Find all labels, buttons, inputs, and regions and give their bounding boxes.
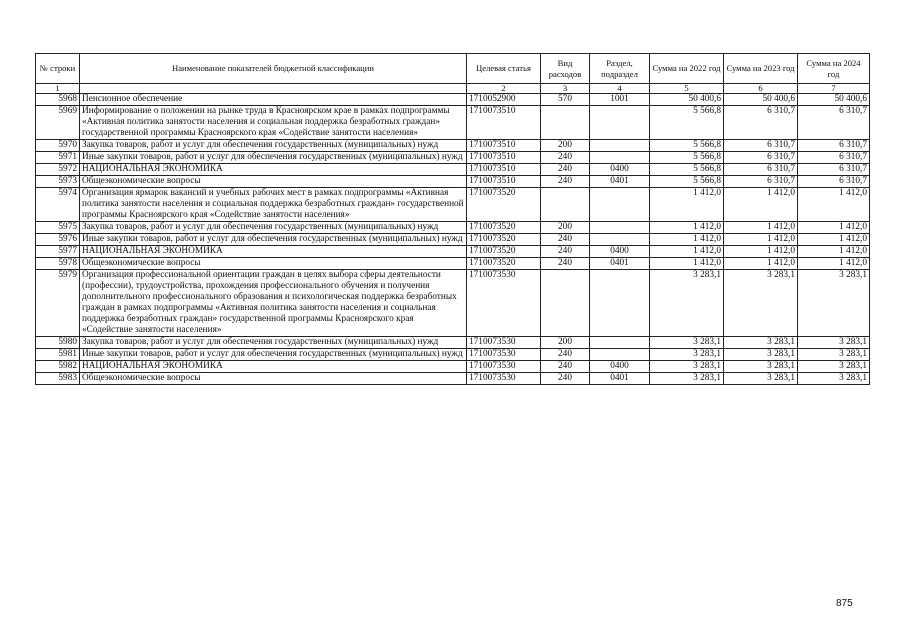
header-row <box>36 54 870 84</box>
row-number: 5977 <box>36 246 80 258</box>
row-sum-2024: 6 310,7 <box>798 164 870 176</box>
row-section: 1001 <box>590 94 650 106</box>
row-number: 5978 <box>36 258 80 270</box>
row-section: 0400 <box>590 246 650 258</box>
table-row <box>36 176 870 188</box>
row-number: 5974 <box>36 188 80 222</box>
row-number: 5982 <box>36 361 80 373</box>
row-sum-2023: 3 283,1 <box>724 349 798 361</box>
header-cell: Сумма на 2022 год <box>650 54 724 84</box>
row-section <box>590 270 650 337</box>
row-sum-2022: 1 412,0 <box>650 234 724 246</box>
row-target-article: 1710073510 <box>467 140 541 152</box>
row-expense-type <box>541 188 590 222</box>
table-row <box>36 152 870 164</box>
header-cell: Целевая статья <box>467 54 541 84</box>
row-section <box>590 152 650 164</box>
column-index-cell: 4 <box>590 84 650 94</box>
row-sum-2023: 1 412,0 <box>724 234 798 246</box>
column-index-cell: 1 <box>36 84 80 94</box>
row-name: Иные закупки товаров, работ и услуг для обеспечения государственных (муниципальных) нужд <box>80 349 467 361</box>
table-row <box>36 188 870 222</box>
row-name: Организация профессиональной ориентации граждан в целях выбора сферы деятельности (профессии), трудоустройства, прохождения профессионального обучения и получения дополнительного профессионального образования и психологическая поддержка безработных граждан в рамках подпрограммы «Активная политика занятости населения и социальная поддержка безработных граждан» государственной программы Красноярского края «Содействие занятости населения» <box>80 270 467 337</box>
column-index-cell: 7 <box>798 84 870 94</box>
row-section: 0400 <box>590 361 650 373</box>
row-number: 5971 <box>36 152 80 164</box>
table-row <box>36 234 870 246</box>
row-expense-type: 240 <box>541 176 590 188</box>
row-section: 0400 <box>590 164 650 176</box>
column-index-cell <box>80 84 467 94</box>
row-target-article: 1710073530 <box>467 361 541 373</box>
row-sum-2023: 1 412,0 <box>724 246 798 258</box>
row-number: 5976 <box>36 234 80 246</box>
row-target-article: 1710073520 <box>467 234 541 246</box>
row-sum-2024: 6 310,7 <box>798 140 870 152</box>
row-sum-2023: 1 412,0 <box>724 222 798 234</box>
row-expense-type: 240 <box>541 234 590 246</box>
row-sum-2024: 1 412,0 <box>798 246 870 258</box>
row-sum-2022: 5 566,8 <box>650 106 724 140</box>
row-number: 5972 <box>36 164 80 176</box>
row-expense-type: 240 <box>541 246 590 258</box>
table-row <box>36 270 870 337</box>
row-number: 5983 <box>36 373 80 385</box>
budget-table <box>35 53 870 385</box>
row-target-article: 1710073530 <box>467 373 541 385</box>
row-number: 5981 <box>36 349 80 361</box>
header-cell: Сумма на 2024 год <box>798 54 870 84</box>
row-sum-2023: 3 283,1 <box>724 270 798 337</box>
row-sum-2022: 3 283,1 <box>650 349 724 361</box>
row-expense-type <box>541 270 590 337</box>
table-row <box>36 246 870 258</box>
row-target-article: 1710073510 <box>467 152 541 164</box>
row-section <box>590 222 650 234</box>
row-name: Общеэкономические вопросы <box>80 373 467 385</box>
table-row <box>36 222 870 234</box>
row-sum-2024: 1 412,0 <box>798 222 870 234</box>
row-sum-2024: 50 400,6 <box>798 94 870 106</box>
row-sum-2024: 6 310,7 <box>798 176 870 188</box>
row-section <box>590 337 650 349</box>
row-expense-type: 570 <box>541 94 590 106</box>
row-section: 0401 <box>590 176 650 188</box>
row-target-article: 1710073510 <box>467 106 541 140</box>
header-cell: Сумма на 2023 год <box>724 54 798 84</box>
row-name: Иные закупки товаров, работ и услуг для обеспечения государственных (муниципальных) нужд <box>80 234 467 246</box>
row-sum-2024: 3 283,1 <box>798 349 870 361</box>
row-number: 5970 <box>36 140 80 152</box>
row-section <box>590 106 650 140</box>
row-sum-2022: 5 566,8 <box>650 152 724 164</box>
row-name: Закупка товаров, работ и услуг для обеспечения государственных (муниципальных) нужд <box>80 337 467 349</box>
row-number: 5979 <box>36 270 80 337</box>
table-row <box>36 349 870 361</box>
page-number: 875 <box>836 598 853 609</box>
column-index-cell: 2 <box>467 84 541 94</box>
row-number: 5973 <box>36 176 80 188</box>
row-target-article: 1710073520 <box>467 258 541 270</box>
row-sum-2024: 6 310,7 <box>798 152 870 164</box>
row-section: 0401 <box>590 373 650 385</box>
row-sum-2023: 3 283,1 <box>724 361 798 373</box>
row-target-article: 1710073520 <box>467 222 541 234</box>
row-sum-2024: 3 283,1 <box>798 361 870 373</box>
row-sum-2024: 3 283,1 <box>798 270 870 337</box>
column-index-row <box>36 84 870 94</box>
row-number: 5969 <box>36 106 80 140</box>
row-sum-2023: 6 310,7 <box>724 164 798 176</box>
row-sum-2022: 3 283,1 <box>650 373 724 385</box>
header-cell: Вид расходов <box>541 54 590 84</box>
row-sum-2022: 5 566,8 <box>650 164 724 176</box>
row-name: Закупка товаров, работ и услуг для обеспечения государственных (муниципальных) нужд <box>80 140 467 152</box>
column-index-cell: 5 <box>650 84 724 94</box>
table-row <box>36 373 870 385</box>
row-name: НАЦИОНАЛЬНАЯ ЭКОНОМИКА <box>80 246 467 258</box>
row-expense-type: 200 <box>541 337 590 349</box>
row-section <box>590 349 650 361</box>
row-sum-2023: 6 310,7 <box>724 176 798 188</box>
row-sum-2024: 3 283,1 <box>798 337 870 349</box>
row-target-article: 1710073510 <box>467 176 541 188</box>
header-cell: Раздел, подраздел <box>590 54 650 84</box>
row-section <box>590 188 650 222</box>
row-sum-2022: 1 412,0 <box>650 258 724 270</box>
row-sum-2023: 6 310,7 <box>724 140 798 152</box>
row-sum-2022: 1 412,0 <box>650 222 724 234</box>
row-expense-type <box>541 106 590 140</box>
row-target-article: 1710073530 <box>467 349 541 361</box>
row-sum-2023: 50 400,6 <box>724 94 798 106</box>
row-sum-2022: 3 283,1 <box>650 337 724 349</box>
row-sum-2023: 3 283,1 <box>724 373 798 385</box>
row-expense-type: 240 <box>541 258 590 270</box>
row-name: Пенсионное обеспечение <box>80 94 467 106</box>
row-section <box>590 234 650 246</box>
row-section: 0401 <box>590 258 650 270</box>
row-sum-2024: 1 412,0 <box>798 258 870 270</box>
row-name: Иные закупки товаров, работ и услуг для обеспечения государственных (муниципальных) нужд <box>80 152 467 164</box>
row-sum-2024: 6 310,7 <box>798 106 870 140</box>
row-sum-2022: 5 566,8 <box>650 140 724 152</box>
table-body <box>36 94 870 385</box>
row-name: Информирование о положении на рынке труда в Красноярском крае в рамках подпрограммы «Активная политика занятости населения и социальная поддержка безработных граждан» государственной программы Красноярского края «Содействие занятости населения» <box>80 106 467 140</box>
row-sum-2023: 1 412,0 <box>724 258 798 270</box>
row-sum-2022: 3 283,1 <box>650 270 724 337</box>
table-row <box>36 258 870 270</box>
row-sum-2022: 5 566,8 <box>650 176 724 188</box>
row-sum-2022: 1 412,0 <box>650 246 724 258</box>
header-cell: Наименование показателей бюджетной классификации <box>80 54 467 84</box>
row-name: Закупка товаров, работ и услуг для обеспечения государственных (муниципальных) нужд <box>80 222 467 234</box>
row-sum-2023: 6 310,7 <box>724 106 798 140</box>
row-sum-2023: 3 283,1 <box>724 337 798 349</box>
row-expense-type: 200 <box>541 222 590 234</box>
row-sum-2022: 50 400,6 <box>650 94 724 106</box>
column-index-cell: 6 <box>724 84 798 94</box>
row-sum-2023: 1 412,0 <box>724 188 798 222</box>
row-sum-2024: 3 283,1 <box>798 373 870 385</box>
table-row <box>36 164 870 176</box>
row-number: 5975 <box>36 222 80 234</box>
row-number: 5980 <box>36 337 80 349</box>
row-target-article: 1710073520 <box>467 246 541 258</box>
row-name: Организация ярмарок вакансий и учебных рабочих мест в рамках подпрограммы «Активная политика занятости населения и социальная поддержка безработных граждан» государственной программы Красноярского края «Содействие занятости населения» <box>80 188 467 222</box>
row-target-article: 1710073520 <box>467 188 541 222</box>
table-row <box>36 337 870 349</box>
row-number: 5968 <box>36 94 80 106</box>
header-cell: № строки <box>36 54 80 84</box>
row-expense-type: 240 <box>541 361 590 373</box>
row-name: НАЦИОНАЛЬНАЯ ЭКОНОМИКА <box>80 361 467 373</box>
table-row <box>36 361 870 373</box>
row-target-article: 1710073530 <box>467 337 541 349</box>
row-expense-type: 240 <box>541 164 590 176</box>
row-expense-type: 240 <box>541 349 590 361</box>
row-sum-2024: 1 412,0 <box>798 188 870 222</box>
column-index-cell: 3 <box>541 84 590 94</box>
row-target-article: 1710073510 <box>467 164 541 176</box>
row-sum-2024: 1 412,0 <box>798 234 870 246</box>
row-name: Общеэкономические вопросы <box>80 176 467 188</box>
table-row <box>36 94 870 106</box>
row-sum-2023: 6 310,7 <box>724 152 798 164</box>
row-target-article: 1710073530 <box>467 270 541 337</box>
row-target-article: 1710052900 <box>467 94 541 106</box>
table-row <box>36 106 870 140</box>
row-expense-type: 240 <box>541 152 590 164</box>
row-section <box>590 140 650 152</box>
row-name: НАЦИОНАЛЬНАЯ ЭКОНОМИКА <box>80 164 467 176</box>
row-expense-type: 200 <box>541 140 590 152</box>
row-sum-2022: 3 283,1 <box>650 361 724 373</box>
table-row <box>36 140 870 152</box>
row-name: Общеэкономические вопросы <box>80 258 467 270</box>
row-expense-type: 240 <box>541 373 590 385</box>
row-sum-2022: 1 412,0 <box>650 188 724 222</box>
